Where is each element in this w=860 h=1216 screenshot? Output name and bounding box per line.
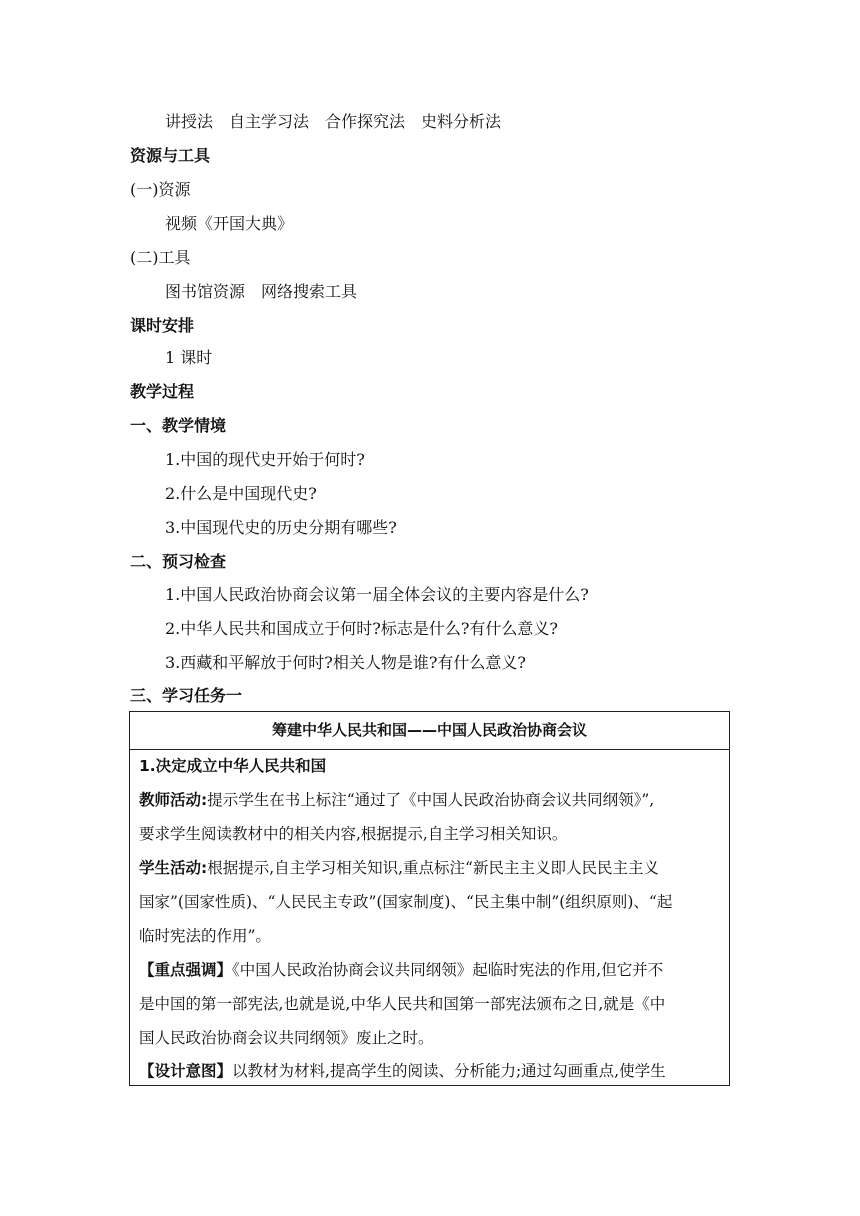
student-activity [139,858,659,878]
schedule-value: 1 课时 [165,348,213,367]
section2-title: 二、预习检查 [130,552,227,571]
teacher-activity [139,790,654,810]
design-intent-text: 以教材为材料,提高学生的阅读、分析能力;通过勾画重点,使学生 [232,1062,666,1080]
method-cooperative: 合作探究法 [325,112,406,131]
task-table [129,711,730,1086]
process-heading: 教学过程 [130,382,195,401]
resources-subheading: (一)资源 [130,180,191,199]
method-lecture: 讲授法 [165,112,214,131]
tool-library: 图书馆资源 [165,282,246,301]
key-emphasis-text: 《中国人民政治协商会议共同纲领》起临时宪法的作用,但它并不 [232,961,664,979]
schedule-heading: 课时安排 [130,316,195,335]
task-subtitle: 1.决定成立中华人民共和国 [139,757,327,775]
section1-item: 3.中国现代史的历史分期有哪些? [165,518,397,537]
key-emphasis-continued: 是中国的第一部宪法,也就是说,中华人民共和国第一部宪法颁布之日,就是《中 [139,995,666,1013]
key-emphasis-continued: 国人民政治协商会议共同纲领》废止之时。 [139,1029,434,1047]
design-intent-label: 【设计意图】 [139,1062,233,1080]
method-source-analysis: 史料分析法 [421,112,502,131]
tools-subheading: (二)工具 [130,248,191,267]
method-self-study: 自主学习法 [229,112,310,131]
student-activity-label: 学生活动: [139,859,208,877]
section1-item: 1.中国的现代史开始于何时? [165,450,365,469]
key-emphasis-label: 【重点强调】 [139,961,233,979]
tools-list [165,282,357,302]
key-emphasis [139,960,663,980]
resource-video: 视频《开国大典》 [165,214,294,233]
section2-item: 2.中华人民共和国成立于何时?标志是什么?有什么意义? [165,619,559,638]
resources-heading: 资源与工具 [130,146,211,165]
design-intent [139,1061,666,1081]
student-activity-continued: 临时宪法的作用”。 [139,927,271,945]
student-activity-text: 根据提示,自主学习相关知识,重点标注“新民主主义即人民民主主义 [207,859,659,877]
task-table-header: 筹建中华人民共和国——中国人民政治协商会议 [130,712,729,750]
section1-title: 一、教学情境 [130,416,227,435]
student-activity-continued: 国家”(国家性质)、“人民民主专政”(国家制度)、“民主集中制”(组织原则)、“起 [139,893,673,911]
tool-web-search: 网络搜索工具 [261,282,358,301]
section2-item: 1.中国人民政治协商会议第一届全体会议的主要内容是什么? [165,585,589,604]
teacher-activity-continued: 要求学生阅读教材中的相关内容,根据提示,自主学习相关知识。 [139,825,568,843]
teacher-activity-text: 提示学生在书上标注“通过了《中国人民政治协商会议共同纲领》”, [207,791,655,809]
teaching-methods [165,112,501,132]
section2-item: 3.西藏和平解放于何时?相关人物是谁?有什么意义? [165,653,527,672]
section3-title: 三、学习任务一 [130,686,243,705]
teacher-activity-label: 教师活动: [139,791,208,809]
section1-item: 2.什么是中国现代史? [165,484,317,503]
